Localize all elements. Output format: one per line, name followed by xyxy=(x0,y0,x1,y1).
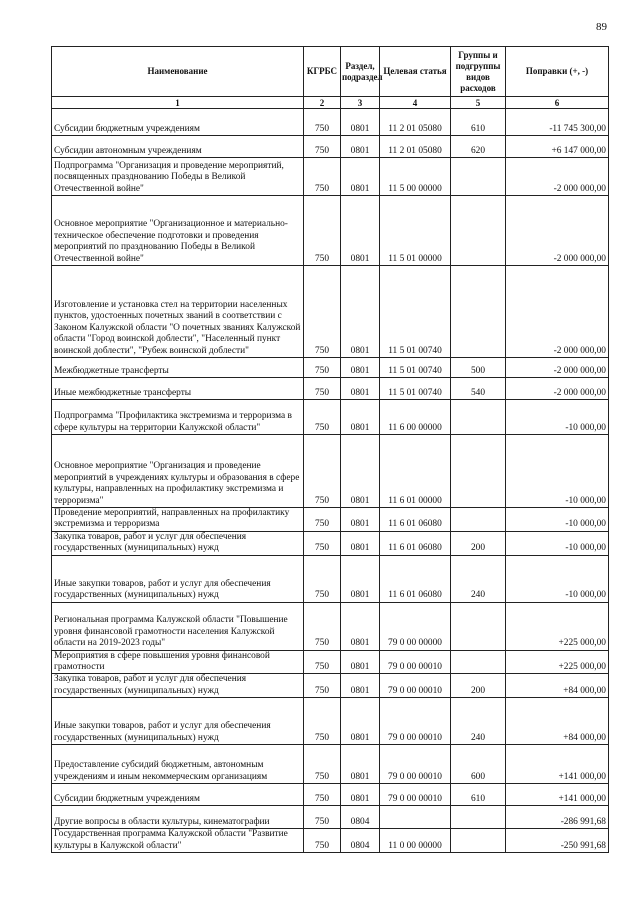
row-name-cell: Основное мероприятие "Организация и проведение мероприятий в учреждениях культуры и образования в сфере культуры, направленных на профилактику экстремизма и терроризма" xyxy=(52,435,304,508)
row-name-cell: Другие вопросы в области культуры, кинематографии xyxy=(52,806,304,829)
row-expense-group-cell: 500 xyxy=(451,358,506,378)
table-row xyxy=(52,784,609,806)
header-target-article: Целевая статья xyxy=(380,47,451,97)
row-amount-cell: -2 000 000,00 xyxy=(506,378,609,400)
row-amount-cell: +6 147 000,00 xyxy=(506,136,609,158)
row-razdel-cell: 0801 xyxy=(341,531,380,555)
row-expense-group-cell xyxy=(451,806,506,829)
row-name-cell: Основное мероприятие "Организационное и материально-техническое обеспечение подготовки и проведения мероприятий по празднованию Победы в Великой Отечественной войне" xyxy=(52,196,304,266)
row-name-cell: Межбюджетные трансферты xyxy=(52,358,304,378)
table-row xyxy=(52,435,609,508)
row-name-cell: Иные закупки товаров, работ и услуг для обеспечения государственных (муниципальных) нужд xyxy=(52,555,304,602)
row-kgrbs-cell: 750 xyxy=(304,531,341,555)
row-expense-group-cell: 620 xyxy=(451,136,506,158)
table-row xyxy=(52,358,609,378)
row-name-cell: Иные закупки товаров, работ и услуг для обеспечения государственных (муниципальных) нужд xyxy=(52,698,304,745)
row-target-article-cell: 11 6 01 00000 xyxy=(380,435,451,508)
row-expense-group-cell xyxy=(451,829,506,853)
table-row xyxy=(52,650,609,674)
row-razdel-cell: 0801 xyxy=(341,266,380,358)
row-target-article-cell: 11 6 00 00000 xyxy=(380,400,451,435)
row-expense-group-cell: 610 xyxy=(451,109,506,136)
row-kgrbs-cell: 750 xyxy=(304,806,341,829)
row-name-cell: Предоставление субсидий бюджетным, автономным учреждениям и иным некоммерческим организациям xyxy=(52,745,304,784)
header-razdel: Раздел, подраздел xyxy=(341,47,380,97)
column-number: 2 xyxy=(304,97,341,109)
row-amount-cell: -2 000 000,00 xyxy=(506,266,609,358)
column-number: 6 xyxy=(506,97,609,109)
row-kgrbs-cell: 750 xyxy=(304,196,341,266)
column-number-row xyxy=(52,97,609,109)
row-target-article-cell: 11 5 01 00740 xyxy=(380,358,451,378)
row-target-article-cell: 11 6 01 06080 xyxy=(380,508,451,532)
row-amount-cell: -250 991,68 xyxy=(506,829,609,853)
row-name-cell: Субсидии автономным учреждениям xyxy=(52,136,304,158)
row-razdel-cell: 0801 xyxy=(341,378,380,400)
row-kgrbs-cell: 750 xyxy=(304,266,341,358)
row-name-cell: Иные межбюджетные трансферты xyxy=(52,378,304,400)
row-razdel-cell: 0801 xyxy=(341,435,380,508)
table-header-row xyxy=(52,47,609,97)
row-razdel-cell: 0801 xyxy=(341,109,380,136)
header-amendments: Поправки (+, -) xyxy=(506,47,609,97)
row-expense-group-cell: 610 xyxy=(451,784,506,806)
table-row xyxy=(52,158,609,196)
table-row xyxy=(52,745,609,784)
table-row xyxy=(52,508,609,532)
table-row xyxy=(52,602,609,650)
row-expense-group-cell: 200 xyxy=(451,674,506,698)
table-row xyxy=(52,109,609,136)
row-target-article-cell: 11 2 01 05080 xyxy=(380,109,451,136)
row-target-article-cell: 11 5 01 00740 xyxy=(380,266,451,358)
row-amount-cell: -2 000 000,00 xyxy=(506,358,609,378)
table-row xyxy=(52,400,609,435)
table-row xyxy=(52,555,609,602)
table-row xyxy=(52,196,609,266)
row-amount-cell: +225 000,00 xyxy=(506,650,609,674)
row-name-cell: Государственная программа Калужской области "Развитие культуры в Калужской области" xyxy=(52,829,304,853)
row-amount-cell: -10 000,00 xyxy=(506,531,609,555)
table-row xyxy=(52,806,609,829)
row-kgrbs-cell: 750 xyxy=(304,400,341,435)
row-amount-cell: +84 000,00 xyxy=(506,698,609,745)
row-expense-group-cell: 200 xyxy=(451,531,506,555)
row-kgrbs-cell: 750 xyxy=(304,829,341,853)
row-target-article-cell: 11 2 01 05080 xyxy=(380,136,451,158)
column-number: 1 xyxy=(52,97,304,109)
row-name-cell: Подпрограмма "Профилактика экстремизма и терроризма в сфере культуры на территории Калужской области" xyxy=(52,400,304,435)
row-razdel-cell: 0801 xyxy=(341,674,380,698)
column-number: 3 xyxy=(341,97,380,109)
table-row xyxy=(52,378,609,400)
row-amount-cell: -10 000,00 xyxy=(506,435,609,508)
row-name-cell: Закупка товаров, работ и услуг для обеспечения государственных (муниципальных) нужд xyxy=(52,674,304,698)
row-name-cell: Мероприятия в сфере повышения уровня финансовой грамотности xyxy=(52,650,304,674)
table-row xyxy=(52,266,609,358)
row-amount-cell: +141 000,00 xyxy=(506,745,609,784)
row-kgrbs-cell: 750 xyxy=(304,674,341,698)
budget-table xyxy=(51,46,609,853)
row-target-article-cell: 11 5 01 00740 xyxy=(380,378,451,400)
row-amount-cell: -10 000,00 xyxy=(506,508,609,532)
row-razdel-cell: 0801 xyxy=(341,196,380,266)
row-name-cell: Региональная программа Калужской области "Повышение уровня финансовой грамотности населения Калужской области на 2019-2023 годы" xyxy=(52,602,304,650)
row-kgrbs-cell: 750 xyxy=(304,650,341,674)
row-razdel-cell: 0801 xyxy=(341,650,380,674)
row-kgrbs-cell: 750 xyxy=(304,698,341,745)
row-expense-group-cell: 600 xyxy=(451,745,506,784)
row-kgrbs-cell: 750 xyxy=(304,109,341,136)
row-amount-cell: -10 000,00 xyxy=(506,400,609,435)
row-razdel-cell: 0801 xyxy=(341,508,380,532)
row-razdel-cell: 0801 xyxy=(341,602,380,650)
row-kgrbs-cell: 750 xyxy=(304,358,341,378)
row-expense-group-cell: 540 xyxy=(451,378,506,400)
row-expense-group-cell: 240 xyxy=(451,698,506,745)
row-razdel-cell: 0804 xyxy=(341,806,380,829)
table-row xyxy=(52,829,609,853)
row-kgrbs-cell: 750 xyxy=(304,435,341,508)
row-kgrbs-cell: 750 xyxy=(304,784,341,806)
row-kgrbs-cell: 750 xyxy=(304,158,341,196)
row-target-article-cell: 79 0 00 00010 xyxy=(380,745,451,784)
row-name-cell: Изготовление и установка стел на территории населенных пунктов, удостоенных почетных званий в соответствии с Законом Калужской области "О почетных званиях Калужской области "Город воинской доблести", "Населенный пункт воинской доблести", "Рубеж воинской доблести" xyxy=(52,266,304,358)
row-razdel-cell: 0801 xyxy=(341,745,380,784)
row-target-article-cell: 79 0 00 00010 xyxy=(380,698,451,745)
row-target-article-cell: 79 0 00 00010 xyxy=(380,650,451,674)
row-razdel-cell: 0801 xyxy=(341,698,380,745)
row-amount-cell: -286 991,68 xyxy=(506,806,609,829)
row-expense-group-cell xyxy=(451,508,506,532)
row-razdel-cell: 0804 xyxy=(341,829,380,853)
row-razdel-cell: 0801 xyxy=(341,784,380,806)
row-amount-cell: -10 000,00 xyxy=(506,555,609,602)
table-row xyxy=(52,674,609,698)
row-target-article-cell: 11 6 01 06080 xyxy=(380,555,451,602)
row-target-article-cell: 11 6 01 06080 xyxy=(380,531,451,555)
row-target-article-cell: 11 0 00 00000 xyxy=(380,829,451,853)
row-name-cell: Закупка товаров, работ и услуг для обеспечения государственных (муниципальных) нужд xyxy=(52,531,304,555)
row-name-cell: Подпрограмма "Организация и проведение мероприятий, посвященных празднованию Победы в Великой Отечественной войне" xyxy=(52,158,304,196)
row-razdel-cell: 0801 xyxy=(341,358,380,378)
row-amount-cell: -11 745 300,00 xyxy=(506,109,609,136)
row-target-article-cell: 79 0 00 00000 xyxy=(380,602,451,650)
row-kgrbs-cell: 750 xyxy=(304,602,341,650)
table-row xyxy=(52,698,609,745)
row-razdel-cell: 0801 xyxy=(341,555,380,602)
row-expense-group-cell xyxy=(451,650,506,674)
row-razdel-cell: 0801 xyxy=(341,158,380,196)
row-amount-cell: +225 000,00 xyxy=(506,602,609,650)
row-kgrbs-cell: 750 xyxy=(304,555,341,602)
row-target-article-cell: 79 0 00 00010 xyxy=(380,784,451,806)
column-number: 5 xyxy=(451,97,506,109)
row-expense-group-cell xyxy=(451,266,506,358)
header-kgrbs: КГРБС xyxy=(304,47,341,97)
row-amount-cell: +141 000,00 xyxy=(506,784,609,806)
row-target-article-cell: 11 5 01 00000 xyxy=(380,196,451,266)
row-name-cell: Субсидии бюджетным учреждениям xyxy=(52,784,304,806)
row-kgrbs-cell: 750 xyxy=(304,378,341,400)
row-amount-cell: -2 000 000,00 xyxy=(506,196,609,266)
row-amount-cell: -2 000 000,00 xyxy=(506,158,609,196)
row-expense-group-cell xyxy=(451,400,506,435)
row-target-article-cell: 11 5 00 00000 xyxy=(380,158,451,196)
row-kgrbs-cell: 750 xyxy=(304,508,341,532)
row-kgrbs-cell: 750 xyxy=(304,136,341,158)
row-name-cell: Субсидии бюджетным учреждениям xyxy=(52,109,304,136)
header-expense-group: Группы и подгруппы видов расходов xyxy=(451,47,506,97)
row-expense-group-cell xyxy=(451,435,506,508)
header-name: Наименование xyxy=(52,47,304,97)
row-expense-group-cell: 240 xyxy=(451,555,506,602)
row-kgrbs-cell: 750 xyxy=(304,745,341,784)
row-expense-group-cell xyxy=(451,602,506,650)
row-expense-group-cell xyxy=(451,158,506,196)
row-razdel-cell: 0801 xyxy=(341,400,380,435)
row-name-cell: Проведение мероприятий, направленных на профилактику экстремизма и терроризма xyxy=(52,508,304,532)
column-number: 4 xyxy=(380,97,451,109)
row-target-article-cell xyxy=(380,806,451,829)
table-row xyxy=(52,136,609,158)
row-amount-cell: +84 000,00 xyxy=(506,674,609,698)
row-razdel-cell: 0801 xyxy=(341,136,380,158)
table-row xyxy=(52,531,609,555)
row-expense-group-cell xyxy=(451,196,506,266)
row-target-article-cell: 79 0 00 00010 xyxy=(380,674,451,698)
page-number: 89 xyxy=(596,21,607,33)
